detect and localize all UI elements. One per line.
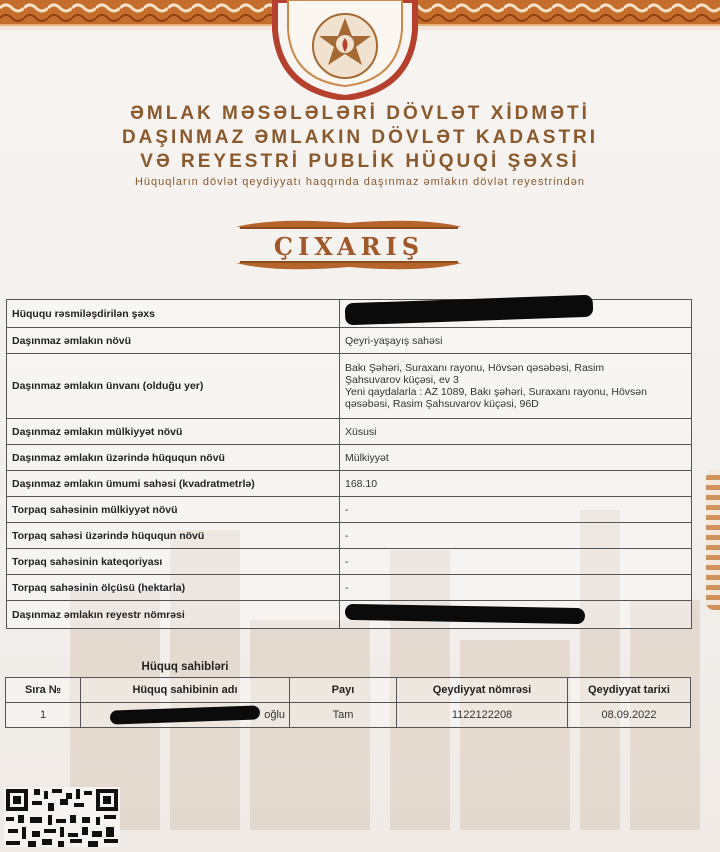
row-label: Torpaq sahəsinin ölçüsü (hektarla) (7, 575, 340, 601)
row-label: Torpaq sahəsinin mülkiyyət növü (7, 497, 340, 523)
owner-name-suffix: oğlu (264, 708, 285, 721)
row-label: Torpaq sahəsinin kateqoriyası (7, 549, 340, 575)
extract-banner (236, 215, 462, 275)
table-row (6, 703, 691, 728)
column-header: Payı (290, 678, 397, 703)
document-subtitle: Hüquqların dövlət qeydiyyatı haqqında daşınmaz əmlakın dövlət reyestrindən (134, 176, 586, 188)
owners-table (5, 677, 691, 728)
table-row (7, 419, 692, 445)
agency-title-line-1: ƏMLAK MƏSƏLƏLƏRİ DÖVLƏT XİDMƏTİ (130, 103, 590, 124)
table-row (7, 497, 692, 523)
row-value: Xüsusi (340, 419, 692, 445)
row-label: Torpaq sahəsi üzərində hüququn növü (7, 523, 340, 549)
registration-date: 08.09.2022 (568, 703, 691, 728)
table-row (7, 549, 692, 575)
table-row (7, 601, 692, 629)
table-header-row (6, 678, 691, 703)
redaction-mark (345, 604, 585, 624)
table-row (7, 445, 692, 471)
table-row (7, 328, 692, 354)
table-row (7, 354, 692, 419)
agency-title-line-3: VƏ REYESTRİ PUBLİK HÜQUQİ ŞƏXSİ (140, 151, 580, 172)
address-value (340, 354, 692, 419)
row-label: Daşınmaz əmlakın üzərində hüququn növü (7, 445, 340, 471)
row-value: - (340, 497, 692, 523)
address-line: Yeni qaydalarla : AZ 1089, Bakı şəhəri, Suraxanı rayonu, Hövsən (345, 386, 647, 398)
row-label: Daşınmaz əmlakın mülkiyyət növü (7, 419, 340, 445)
column-header: Qeydiyyat nömrəsi (397, 678, 568, 703)
row-label: Daşınmaz əmlakın ünvanı (olduğu yer) (7, 354, 340, 419)
table-row (7, 300, 692, 328)
row-label: Daşınmaz əmlakın növü (7, 328, 340, 354)
owner-name-redacted (81, 703, 290, 728)
redaction-mark (345, 295, 594, 326)
registration-number: 1122122208 (397, 703, 568, 728)
registry-number-redacted (340, 601, 692, 629)
row-value: Qeyri-yaşayış sahəsi (340, 328, 692, 354)
address-line: Bakı Şəhəri, Suraxanı rayonu, Hövsən qəsəbəsi, Rasim (345, 362, 605, 374)
decorative-side-border (706, 470, 720, 610)
column-header: Hüquq sahibinin adı (81, 678, 290, 703)
row-value: - (340, 575, 692, 601)
owner-share: Tam (290, 703, 397, 728)
owner-person-redacted (340, 300, 692, 328)
row-label: Daşınmaz əmlakın reyestr nömrəsi (7, 601, 340, 629)
row-label: Hüququ rəsmiləşdirilən şəxs (7, 300, 340, 328)
owners-section-title: Hüquq sahibləri (141, 661, 229, 673)
property-details-table (6, 299, 692, 629)
row-value: - (340, 549, 692, 575)
redaction-mark (110, 705, 260, 724)
table-row (7, 575, 692, 601)
column-header: Qeydiyyat tarixi (568, 678, 691, 703)
table-row (7, 471, 692, 497)
qr-code-icon (4, 787, 120, 847)
column-header: Sıra № (6, 678, 81, 703)
row-value: Mülkiyyət (340, 445, 692, 471)
address-line: qəsəbəsi, Rasim Şahsuvarov küçəsi, 96D (345, 398, 539, 410)
owner-index: 1 (6, 703, 81, 728)
row-value: 168.10 (340, 471, 692, 497)
row-label: Daşınmaz əmlakın ümumi sahəsi (kvadratmetrlə) (7, 471, 340, 497)
row-value: - (340, 523, 692, 549)
table-row (7, 523, 692, 549)
agency-title-line-2: DAŞINMAZ ƏMLAKIN DÖVLƏT KADASTRI (121, 127, 599, 148)
address-line: Şahsuvarov küçəsi, ev 3 (345, 374, 459, 386)
state-emblem-icon (270, 0, 420, 100)
document-title: ÇIXARIŞ (273, 232, 425, 261)
